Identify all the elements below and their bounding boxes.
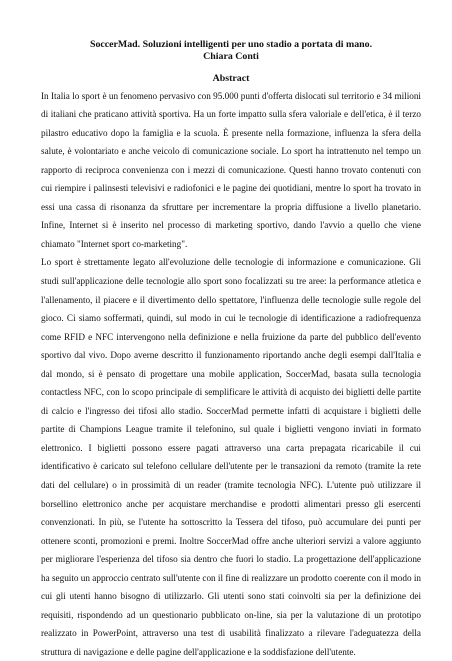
abstract-paragraph-2: Lo sport è strettamente legato all'evoluzione delle tecnologie di informazione e comunicazione. Gli studi sull'applicazione delle tecnologie allo sport sono focalizzati su tre aree: la performance atletica e l'allenamento, il piacere e il divertimento dello spettatore, l'influenza delle tecnologie sulle regole del gioco. Ci siamo soffermati, quindi, sul modo in cui le tecnologie di identificazione a radiofrequenza come RFID e NFC intervengono nella definizione e nella fruizione da parte del pubblico dell'evento sportivo dal vivo. Dopo averne descritto il funzionamento riportando anche degli esempi dall'Italia e dal mondo, si è pensato di progettare una mobile application, SoccerMad, basata sulla tecnologia contactless NFC, con lo scopo principale di semplificare le attività di acquisto dei biglietti delle partite di calcio e l'ingresso dei tifosi allo stadio. SoccerMad permette infatti di acquistare i biglietti delle partite di Champions League tramite il telefonino, sul quale i biglietti vengono inviati in formato elettronico. I biglietti possono essere pagati attraverso una carta prepagata ricaricabile il cui identificativo è caricato sul telefono cellulare dell'utente per le transazioni da remoto (tramite la rete dati del cellulare) o in prossimità di un reader (tramite tecnologia NFC). L'utente può utilizzare il borsellino elettronico anche per acquistare merchandise e prodotti alimentari presso gli esercenti convenzionati. In più, se l'utente ha sottoscritto la Tessera del tifoso, può accumulare dei punti per ottenere sconti, promozioni e premi. Inoltre SoccerMad offre anche ulteriori servizi a valore aggiunto per migliorare l'esperienza del tifoso sia dentro che fuori lo stadio. La progettazione dell'applicazione ha seguito un approccio centrato sull'utente con il fine di realizzare un prodotto coerente con il modo in cui gli utenti hanno bisogno di utilizzarlo. Gli utenti sono stati coinvolti sia per la definizione dei requisiti, rispondendo ad un questionario pubblicato on-line, sia per la valutazione di un prototipo realizzato in PowerPoint, attraverso una test di usabilità finalizzato a rilevare l'adeguatezza della struttura di navigazione e delle pagine dell'applicazione e la soddisfazione dell'utente. [41,257,421,657]
abstract-paragraph-1: In Italia lo sport è un fenomeno pervasivo con 95.000 punti d'offerta dislocati sul territorio e 34 milioni di italiani che praticano attività sportiva. Ha un forte impatto sulla sfera valoriale e dell'etica, è il terzo pilastro educativo dopo la famiglia e la scuola. È presente nella formazione, influenza la sfera della salute, è volontariato e anche veicolo di comunicazione sociale. Lo sport ha intrattenuto nel tempo un rapporto di reciproca convenienza con i mezzi di comunicazione. Questi hanno trovato contenuti con cui riempire i palinsesti televisivi e radiofonici e le pagine dei quotidiani, mentre lo sport ha trovato in essi una cassa di risonanza da sfruttare per incrementare la propria diffusione a livello planetario. Infine, Internet si è inserito nel processo di marketing sportivo, dando l'avvio a quello che viene chiamato "Internet sport co-marketing". [41,90,421,249]
abstract-heading: Abstract [212,73,250,84]
paper-author: Chiara Conti [203,50,259,62]
paper-title: SoccerMad. Soluzioni intelligenti per uno stadio a portata di mano. [89,39,373,50]
